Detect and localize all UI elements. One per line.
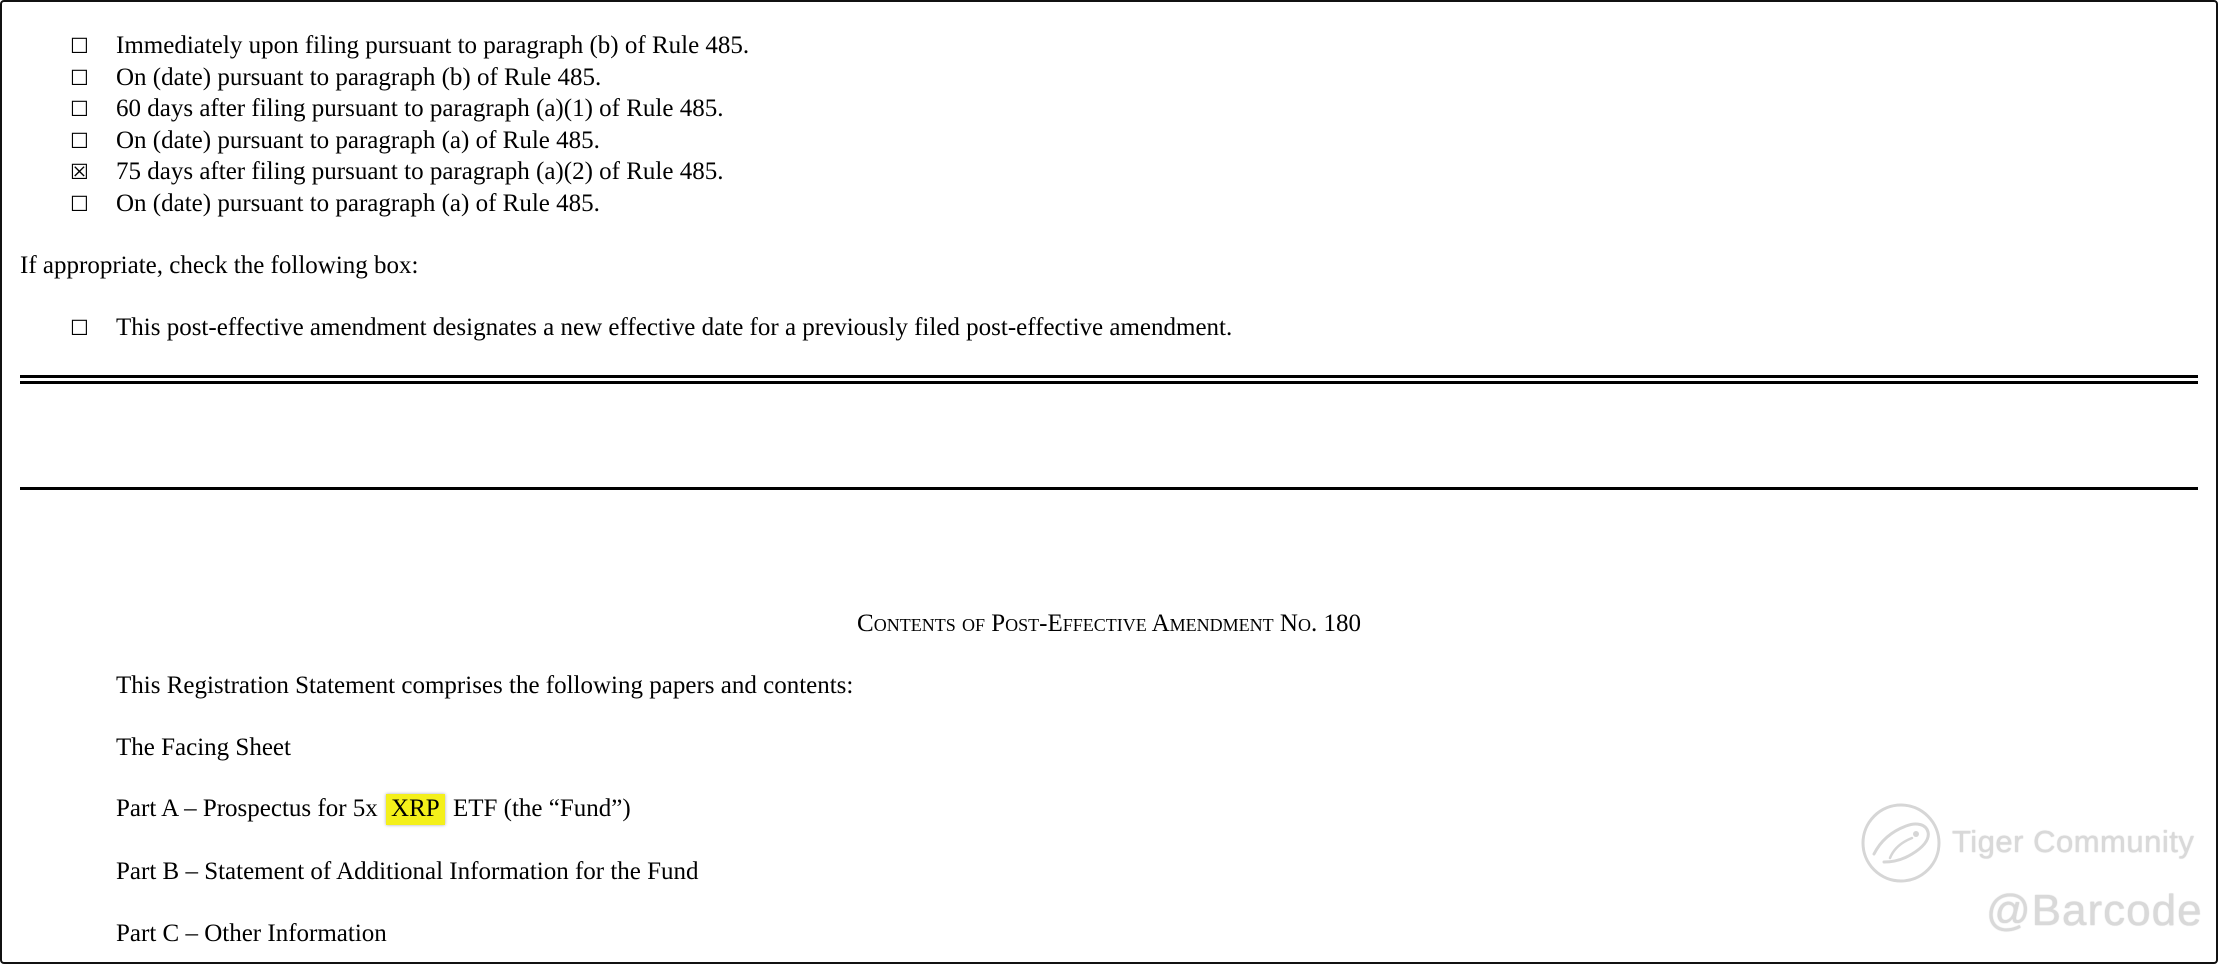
contents-heading-text: Contents of Post-Effective Amendment No. (857, 610, 1318, 637)
new-effective-date-text: This post-effective amendment designates a new effective date for a previously filed post-effective amendment. (116, 314, 1233, 341)
single-rule (20, 487, 2198, 490)
checkbox-60-days[interactable]: ☐ (70, 97, 89, 121)
part-a-line (116, 794, 631, 825)
checkbox-75-days[interactable]: ☒ (70, 160, 89, 184)
tiger-logo-icon (1860, 802, 1942, 884)
part-a-prefix: Part A – Prospectus for 5x (116, 795, 378, 822)
watermark-brand: Tiger Community (1952, 824, 2195, 859)
part-c: Part C – Other Information (116, 920, 387, 947)
option-75-days-text: 75 days after filing pursuant to paragraph (a)(2) of Rule 485. (116, 158, 724, 185)
double-rule-top (20, 375, 2198, 378)
xrp-highlight[interactable]: XRP (386, 794, 445, 825)
option-on-date-b-text: On (date) pursuant to paragraph (b) of Rule 485. (116, 64, 602, 91)
option-on-date-a-2-text: On (date) pursuant to paragraph (a) of Rule 485. (116, 190, 600, 217)
option-60-days-text: 60 days after filing pursuant to paragraph (a)(1) of Rule 485. (116, 95, 724, 122)
amendment-number: 180 (1323, 610, 1361, 637)
watermark-handle: @Barcode (1986, 886, 2203, 935)
option-on-date-a-text: On (date) pursuant to paragraph (a) of Rule 485. (116, 127, 600, 154)
checkbox-on-date-a-2[interactable]: ☐ (70, 192, 89, 216)
facing-sheet: The Facing Sheet (116, 734, 291, 761)
checkbox-on-date-b[interactable]: ☐ (70, 66, 89, 90)
double-rule-bottom (20, 381, 2198, 384)
option-immediately-text: Immediately upon filing pursuant to paragraph (b) of Rule 485. (116, 32, 750, 59)
contents-heading (2, 609, 2216, 639)
part-a-suffix: ETF (the “Fund”) (452, 795, 631, 822)
checkbox-on-date-a[interactable]: ☐ (70, 129, 89, 153)
checkbox-new-effective-date[interactable]: ☐ (70, 316, 89, 340)
if-appropriate-label: If appropriate, check the following box: (20, 252, 419, 279)
checkbox-immediately[interactable]: ☐ (70, 34, 89, 58)
part-b: Part B – Statement of Additional Information for the Fund (116, 858, 699, 885)
contents-intro: This Registration Statement comprises the following papers and contents: (116, 672, 854, 699)
